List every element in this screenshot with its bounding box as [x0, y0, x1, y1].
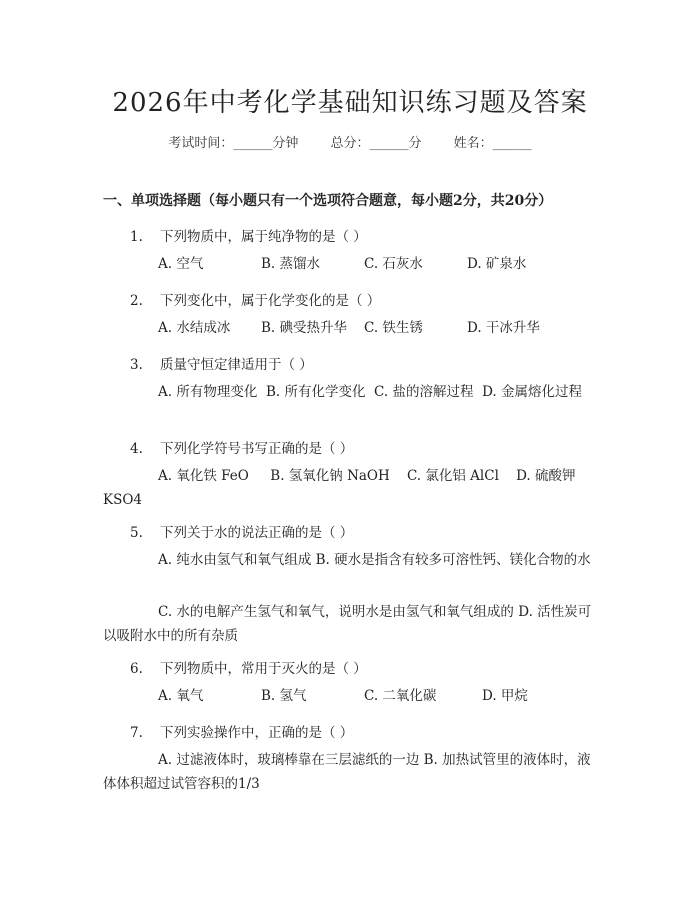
- question-number: 6.: [130, 661, 143, 677]
- option: C. 二氧化碳: [364, 688, 437, 704]
- question-7-options: [103, 748, 600, 796]
- question-number: 3.: [130, 357, 143, 373]
- exam-info: [0, 132, 700, 151]
- question-5-options-ab: [103, 548, 600, 572]
- option: B. 硬水是指含有较多可溶性钙、镁化合物的水: [315, 552, 591, 568]
- question-number: 4.: [130, 441, 143, 457]
- option: D. 金属熔化过程: [482, 384, 583, 400]
- question-text: 下列变化中，属于化学变化的是（ ）: [160, 293, 381, 309]
- option: D. 活性炭可以吸附水中的所有杂质: [103, 604, 592, 644]
- option: C. 氯化铝 AlCl: [406, 468, 499, 484]
- page-title: 2026年中考化学基础知识练习题及答案: [112, 88, 588, 118]
- question-4-options: [103, 464, 600, 512]
- question-5: [130, 521, 353, 541]
- exam-name: 姓名：______: [453, 136, 532, 151]
- question-1-options: [103, 252, 600, 276]
- option: A. 过滤液体时，玻璃棒靠在三层滤纸的一边: [158, 752, 420, 768]
- option: A. 氧化铁 FeO: [158, 468, 249, 484]
- option: A. 纯水由氢气和氧气组成: [158, 552, 312, 568]
- option: D. 甲烷: [482, 688, 528, 704]
- question-5-options-cd: [103, 600, 600, 648]
- question-6-options: [103, 684, 600, 708]
- option: B. 加热试管里的液体时，液体体积超过试管容积的1/3: [103, 752, 591, 792]
- exam-score: 总分：______分: [330, 136, 422, 151]
- option: D. 硫酸钾 KSO4: [103, 468, 576, 508]
- question-text: 下列物质中，属于纯净物的是（ ）: [160, 229, 367, 245]
- option: C. 石灰水: [364, 256, 423, 272]
- option: A. 所有物理变化: [158, 384, 258, 400]
- option: C. 铁生锈: [364, 320, 423, 336]
- option: B. 氢氧化钠 NaOH: [270, 468, 390, 484]
- option: B. 所有化学变化: [265, 384, 366, 400]
- option: C. 水的电解产生氢气和氧气，说明水是由氢气和氧气组成的: [158, 604, 514, 620]
- exam-time: 考试时间：______分钟: [168, 136, 299, 151]
- question-text: 下列关于水的说法正确的是（ ）: [160, 525, 354, 541]
- question-7: [130, 721, 353, 741]
- question-number: 2.: [130, 293, 143, 309]
- question-3-options: [103, 380, 600, 404]
- section-heading: 一、单项选择题（每小题只有一个选项符合题意，每小题2分，共20分）: [103, 193, 553, 209]
- question-text: 质量守恒定律适用于（ ）: [160, 357, 313, 373]
- question-number: 1.: [130, 229, 143, 245]
- question-number: 5.: [130, 525, 143, 541]
- question-text: 下列实验操作中，正确的是（ ）: [160, 725, 354, 741]
- question-number: 7.: [130, 725, 143, 741]
- option: A. 空气: [158, 256, 204, 272]
- question-text: 下列化学符号书写正确的是（ ）: [160, 441, 354, 457]
- question-3: [130, 353, 313, 373]
- question-6: [130, 657, 367, 677]
- option: D. 干冰升华: [467, 320, 540, 336]
- question-4: [130, 437, 353, 457]
- option: C. 盐的溶解过程: [374, 384, 474, 400]
- option: B. 氢气: [261, 688, 307, 704]
- option: D. 矿泉水: [467, 256, 527, 272]
- option: B. 蒸馏水: [261, 256, 321, 272]
- question-1: [130, 225, 367, 245]
- question-2-options: [103, 316, 600, 340]
- option: B. 碘受热升华: [261, 320, 348, 336]
- option: A. 水结成冰: [158, 320, 231, 336]
- question-text: 下列物质中，常用于灭火的是（ ）: [160, 661, 367, 677]
- option: A. 氧气: [158, 688, 204, 704]
- question-2: [130, 289, 380, 309]
